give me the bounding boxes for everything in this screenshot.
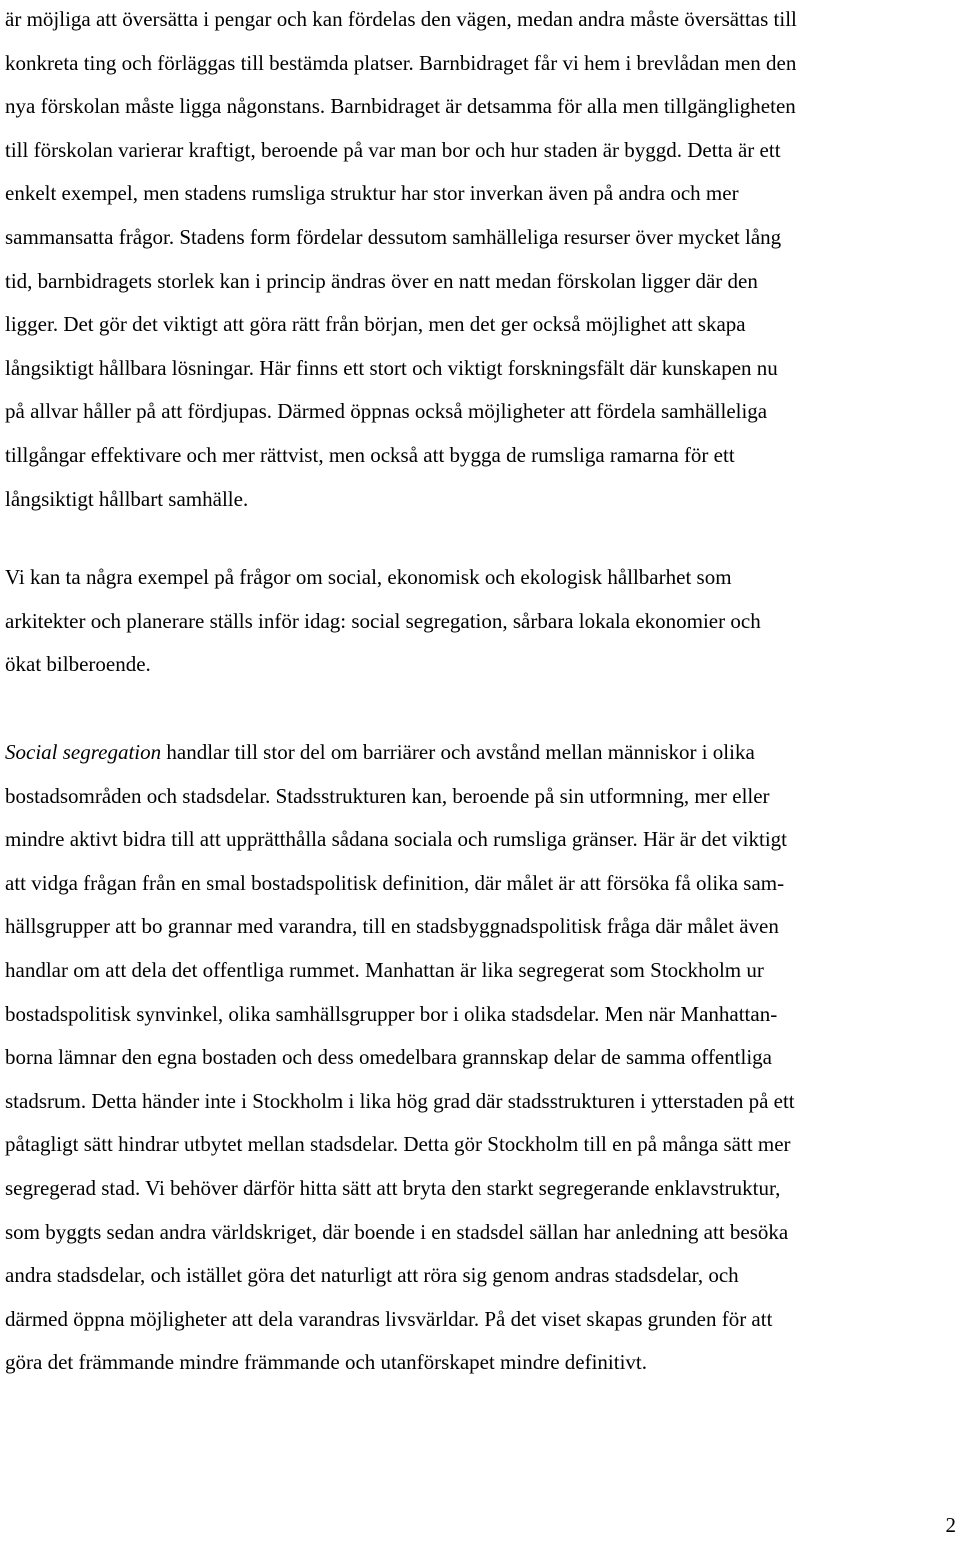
text-line: på allvar håller på att fördjupas. Därmed öppnas också möjligheter att fördela samhälleliga [5,399,768,424]
text-line: handlar om att dela det offentliga rummet. Manhattan är lika segregerat som Stockholm ur [5,957,764,982]
text-line: ökat bilberoende. [5,652,151,677]
text-line: är möjliga att översätta i pengar och kan fördelas den vägen, medan andra måste översättas till [5,7,797,31]
text-line: hällsgrupper att bo grannar med varandra, till en stadsbyggnadspolitisk fråga där målet även [5,914,779,939]
text-line: långsiktigt hållbara lösningar. Här finns ett stort och viktigt forskningsfält där kunskapen nu [5,355,778,380]
text-line: mindre aktivt bidra till att upprätthålla sådana sociala och rumsliga gränser. Här är det viktigt [5,827,788,852]
text-fragment: handlar till stor del om barriärer och avstånd mellan människor i olika [161,740,755,764]
text-line: segregerad stad. Vi behöver därför hitta sätt att bryta den starkt segregerande enklavstruktur, [5,1175,781,1200]
paragraph-2 [5,556,761,687]
paragraph-3 [5,731,795,1385]
text-line: konkreta ting och förläggas till bestämda platser. Barnbidraget får vi hem i brevlådan men den [5,50,797,75]
text-line [5,731,795,775]
page-number: 2 [945,1513,956,1537]
text-line: till förskolan varierar kraftigt, beroende på var man bor och hur staden är byggd. Detta är ett [5,137,781,162]
text-line: långsiktigt hållbart samhälle. [5,486,249,511]
text-line: stadsrum. Detta händer inte i Stockholm i lika hög grad där stadsstrukturen i ytterstaden på ett [5,1088,795,1113]
text-line: bostadsområden och stadsdelar. Stadsstrukturen kan, beroende på sin utformning, mer eller [5,783,770,808]
text-line: arkitekter och planerare ställs inför idag: social segregation, sårbara lokala ekonomier och [5,608,761,633]
text-line: enkelt exempel, men stadens rumsliga struktur har stor inverkan även på andra och mer [5,181,739,206]
text-line: därmed öppna möjligheter att dela varandras livsvärldar. På det viset skapas grunden för att [5,1306,773,1331]
text-line: nya förskolan måste ligga någonstans. Barnbidraget är detsamma för alla men tillgängligheten [5,94,796,119]
paragraph-1 [5,0,797,521]
text-line: bostadspolitisk synvinkel, olika samhällsgrupper bor i olika stadsdelar. Men när Manhattan- [5,1001,778,1026]
text-line: andra stadsdelar, och istället göra det naturligt att röra sig genom andras stadsdelar, och [5,1263,739,1288]
text-line: ligger. Det gör det viktigt att göra rätt från början, men det ger också möjlighet att skapa [5,312,746,337]
text-line: påtagligt sätt hindrar utbytet mellan stadsdelar. Detta gör Stockholm till en på många sätt mer [5,1132,791,1157]
text-line: borna lämnar den egna bostaden och dess omedelbara grannskap delar de samma offentliga [5,1045,772,1070]
text-line: tillgångar effektivare och mer rättvist, men också att bygga de rumsliga ramarna för ett [5,442,735,467]
text-line: sammansatta frågor. Stadens form fördelar dessutom samhälleliga resurser över mycket lång [5,224,782,249]
text-line: Vi kan ta några exempel på frågor om social, ekonomisk och ekologisk hållbarhet som [5,565,732,589]
text-line: göra det främmande mindre främmande och utanförskapet mindre definitivt. [5,1350,648,1375]
italic-term: Social segregation [5,740,162,764]
text-line: som byggts sedan andra världskriget, där boende i en stadsdel sällan har anledning att besöka [5,1219,789,1244]
text-line: tid, barnbidragets storlek kan i princip ändras över en natt medan förskolan ligger där den [5,268,758,293]
text-line: att vidga frågan från en smal bostadspolitisk definition, där målet är att försöka få olika sam- [5,870,785,895]
